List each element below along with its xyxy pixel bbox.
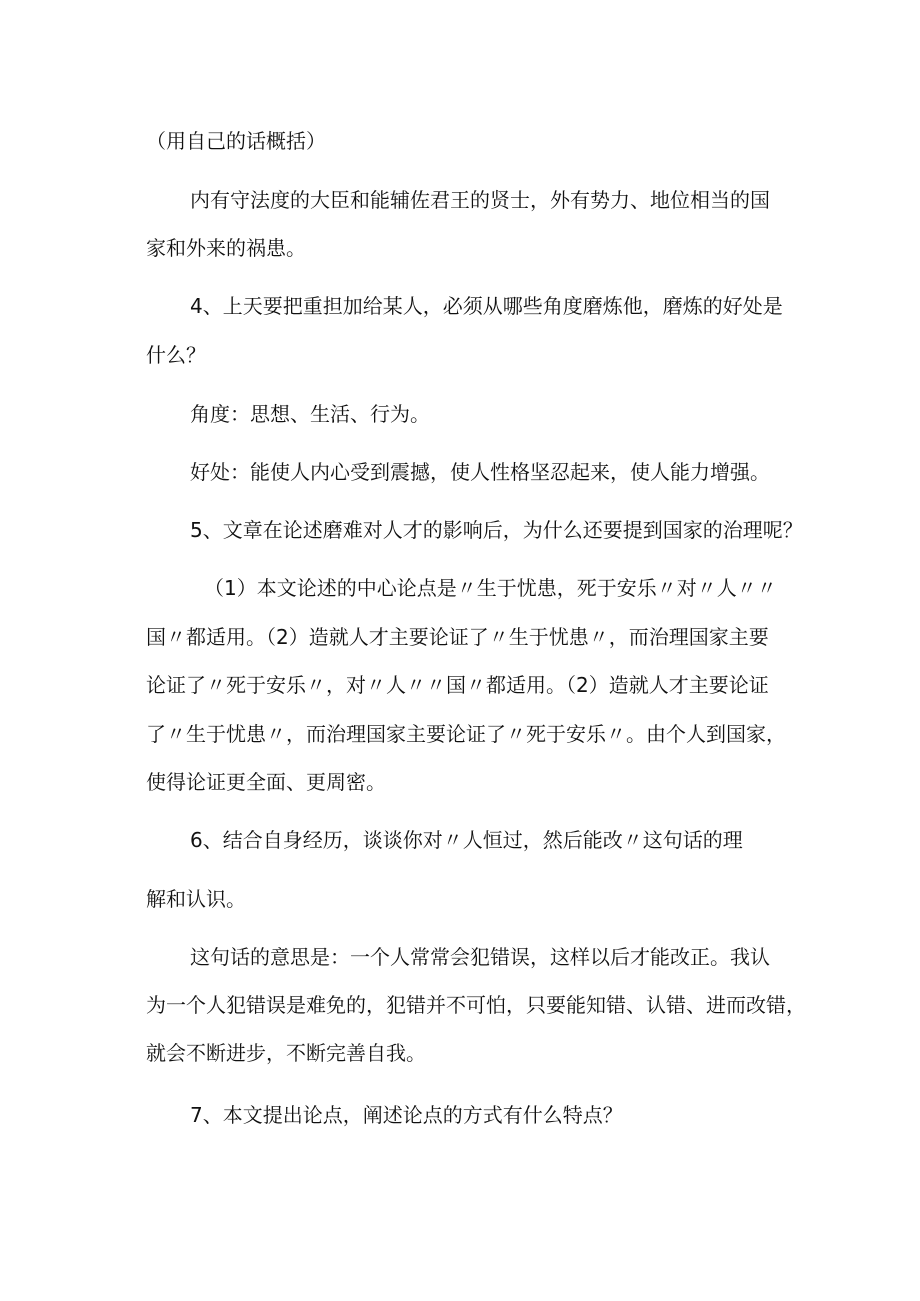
text-line-angle: 角度：思想、生活、行为。 bbox=[190, 402, 430, 426]
text-line-answer-6-cont-1: 为一个人犯错误是难免的，犯错并不可怕，只要能知错、认错、进而改错， bbox=[146, 993, 806, 1017]
text-line-answer-3: 内有守法度的大臣和能辅佐君王的贤士，外有势力、地位相当的国 bbox=[190, 188, 770, 212]
text-line-prompt: （用自己的话概括） bbox=[146, 129, 326, 153]
text-line-question-7: 7、本文提出论点，阐述论点的方式有什么特点？ bbox=[190, 1103, 623, 1127]
text-line-question-5: 5、文章在论述磨难对人才的影响后，为什么还要提到国家的治理呢？ bbox=[190, 518, 803, 542]
text-line-answer-5-cont-4: 使得论证更全面、更周密。 bbox=[146, 770, 386, 794]
text-line-answer-3-cont: 家和外来的祸患。 bbox=[146, 236, 306, 260]
text-line-question-4: 4、上天要把重担加给某人，必须从哪些角度磨炼他，磨炼的好处是 bbox=[190, 294, 783, 318]
text-line-benefit: 好处：能使人内心受到震撼，使人性格坚忍起来，使人能力增强。 bbox=[190, 460, 770, 484]
text-line-question-4-cont: 什么？ bbox=[146, 343, 206, 367]
text-line-question-6-cont: 解和认识。 bbox=[146, 887, 246, 911]
text-line-answer-5: （1）本文论述的中心论点是〃生于忧患，死于安乐〃对〃人〃〃 bbox=[204, 576, 777, 600]
text-line-answer-5-cont-3: 了〃生于忧患〃，而治理国家主要论证了〃死于安乐〃。由个人到国家， bbox=[146, 722, 786, 746]
text-line-question-6: 6、结合自身经历，谈谈你对〃人恒过，然后能改〃这句话的理 bbox=[190, 828, 743, 852]
text-line-answer-5-cont-2: 论证了〃死于安乐〃，对〃人〃〃国〃都适用。（2）造就人才主要论证 bbox=[146, 673, 769, 697]
text-line-answer-5-cont-1: 国〃都适用。（2）造就人才主要论证了〃生于忧患〃，而治理国家主要 bbox=[146, 625, 769, 649]
text-line-answer-6: 这句话的意思是：一个人常常会犯错误，这样以后才能改正。我认 bbox=[190, 945, 770, 969]
text-line-answer-6-cont-2: 就会不断进步，不断完善自我。 bbox=[146, 1041, 426, 1065]
